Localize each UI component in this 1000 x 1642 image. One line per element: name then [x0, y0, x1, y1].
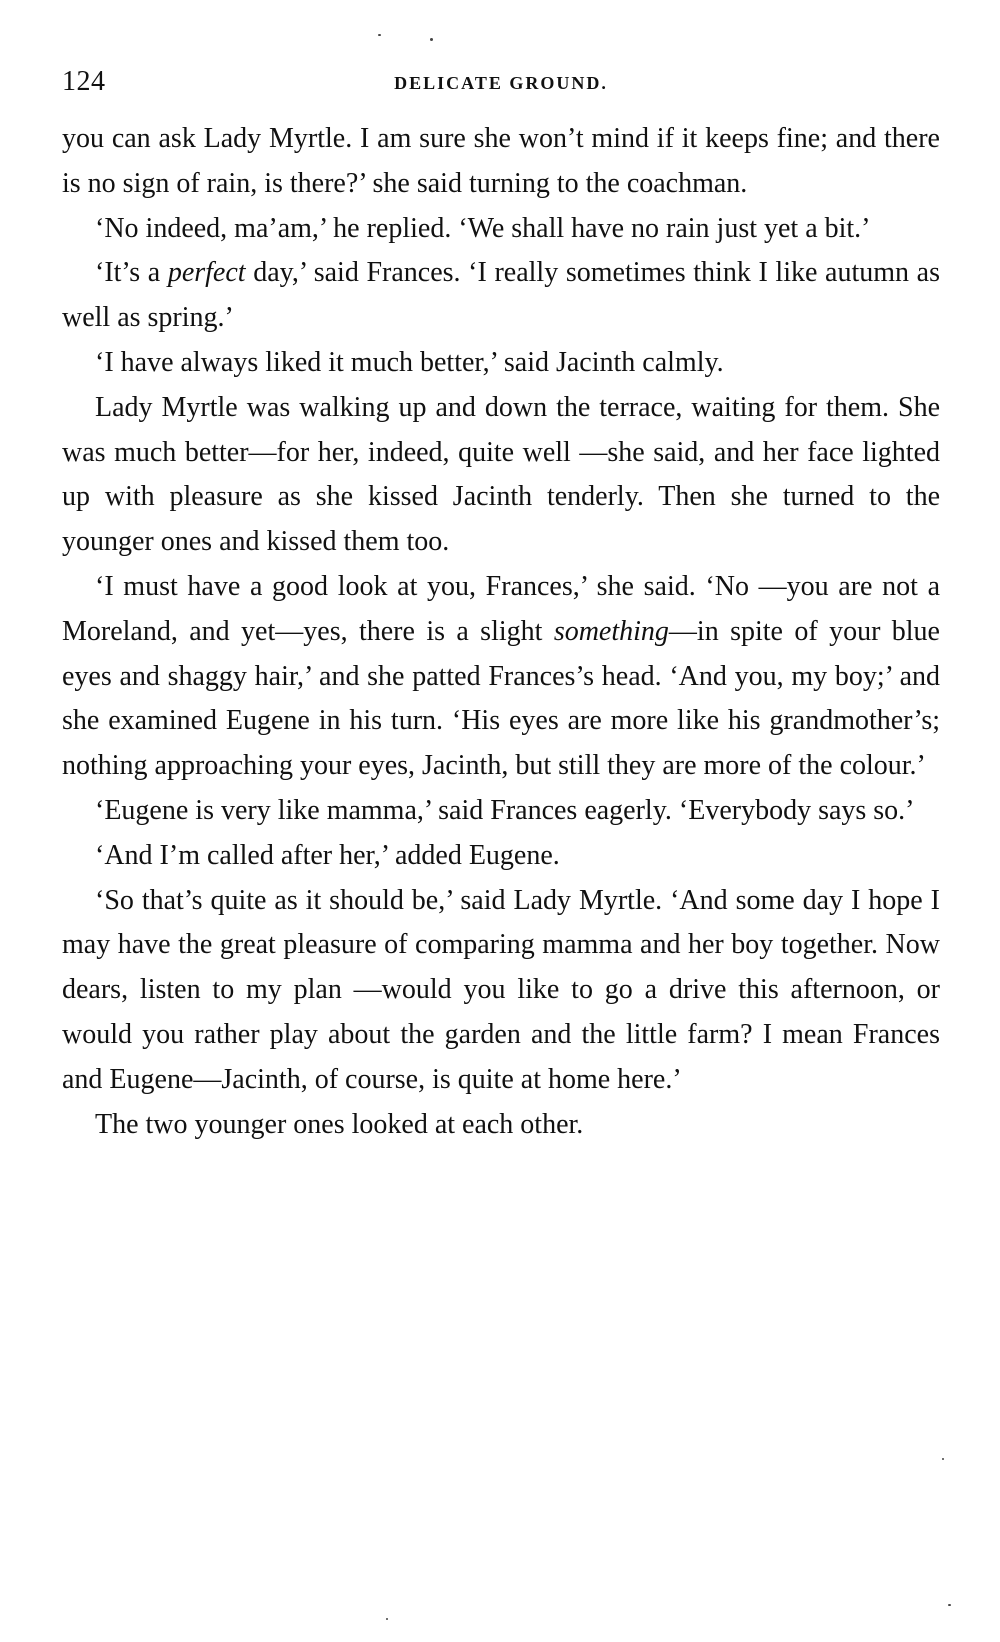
paragraph	[62, 789, 940, 834]
running-title: DELICATE GROUND.	[394, 73, 608, 93]
text-run: day,’ said Frances. ‘I really sometimes think I like autumn as well as spring.’	[62, 257, 941, 334]
paragraph	[62, 1103, 940, 1148]
text-run: ‘Eugene is very like mamma,’ said Frances eagerly. ‘Everybody says so.’	[95, 794, 915, 826]
paragraph	[62, 251, 940, 341]
body-text	[62, 117, 940, 1147]
text-run: ‘It’s a	[95, 257, 168, 289]
text-run: ‘No indeed, ma’am,’ he replied. ‘We shall have no rain just yet a bit.’	[95, 212, 871, 244]
text-run: you can ask Lady Myrtle. I am sure she won’t mind if it keeps fine; and there is no sign of rain, is there?’ she said turning to the coachman.	[62, 123, 940, 199]
text-run: ‘I must have a good look at you, Frances,’ she said. ‘No —you are not a Moreland, and yet—yes, there is a slight	[62, 570, 940, 647]
paragraph	[62, 386, 940, 565]
text-run: Lady Myrtle was walking up and down the terrace, waiting for them. She was much better—for her, indeed, quite well —she said, and her face lighted up with pleasure as she kissed Jacinth tenderly. Then she turned to the younger ones and kissed them too.	[62, 391, 940, 558]
paragraph	[62, 117, 940, 207]
text-run: ‘So that’s quite as it should be,’ said Lady Myrtle. ‘And some day I hope I may have the great pleasure of comparing mamma and her boy together. Now dears, listen to my plan —would you like to go a drive this afternoon, or would you rather play about the garden and the little farm? I mean Frances and Eugene—Jacinth, of course, is quite at home here.’	[62, 884, 940, 1095]
text-run: ‘I have always liked it much better,’ said Jacinth calmly.	[95, 346, 724, 378]
italic-text: perfect	[167, 257, 246, 289]
page-header	[62, 62, 940, 102]
italic-text: something	[553, 615, 669, 647]
paragraph	[62, 207, 940, 252]
paragraph	[62, 834, 940, 879]
paragraph	[62, 565, 940, 789]
text-run: ‘And I’m called after her,’ added Eugene.	[95, 839, 560, 871]
text-run: The two younger ones looked at each other.	[95, 1108, 584, 1140]
text-run: —in spite of your blue eyes and shaggy hair,’ and she patted Frances’s head. ‘And you, my boy;’ and she examined Eugene in his turn. ‘His eyes are more like his grandmother’s; nothing approaching your eyes, Jacinth, but still they are more of the colour.’	[62, 615, 940, 782]
paragraph	[62, 879, 940, 1103]
page-number: 124	[62, 66, 106, 97]
paragraph	[62, 341, 940, 386]
